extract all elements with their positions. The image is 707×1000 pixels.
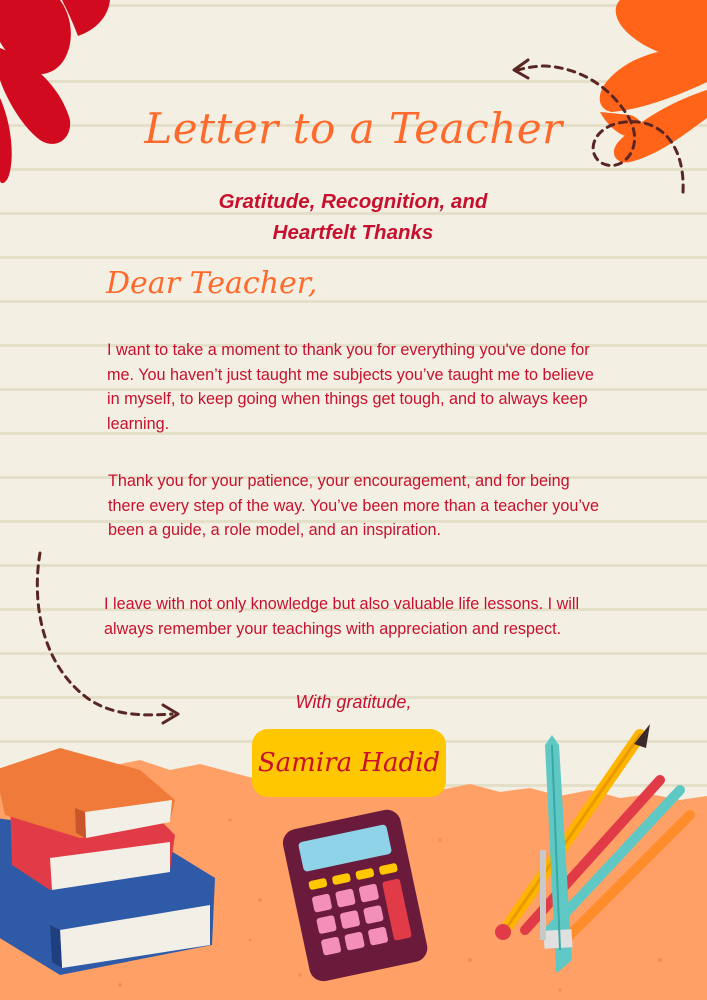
- closing-text: With gratitude,: [295, 692, 412, 712]
- signature-box: [252, 729, 446, 797]
- paragraph-1: I want to take a moment to thank you for everything you've done for me. You haven’t just taught me subjects you’ve taught me to believe in myself, to keep going when things get tough, and to always keep learning.: [107, 341, 594, 433]
- signature: Samira Hadid: [257, 748, 441, 778]
- page-title: Letter to a Teacher: [144, 104, 563, 153]
- paragraph-3: I leave with not only knowledge but also valuable life lessons. I will always remember your teachings with appreciation and respect.: [104, 595, 580, 638]
- subtitle: [153, 186, 553, 248]
- greeting: Dear Teacher,: [106, 266, 318, 301]
- subtitle-line-2: Heartfelt Thanks: [272, 221, 434, 244]
- red-leaf-icon: [0, 0, 110, 183]
- subtitle-line-1: Gratitude, Recognition, and: [218, 190, 488, 213]
- paragraph-2: Thank you for your patience, your encouragement, and for being there every step of the way. You’ve been more than a teacher you’ve been a guide, a role model, and an inspiration.: [108, 472, 600, 539]
